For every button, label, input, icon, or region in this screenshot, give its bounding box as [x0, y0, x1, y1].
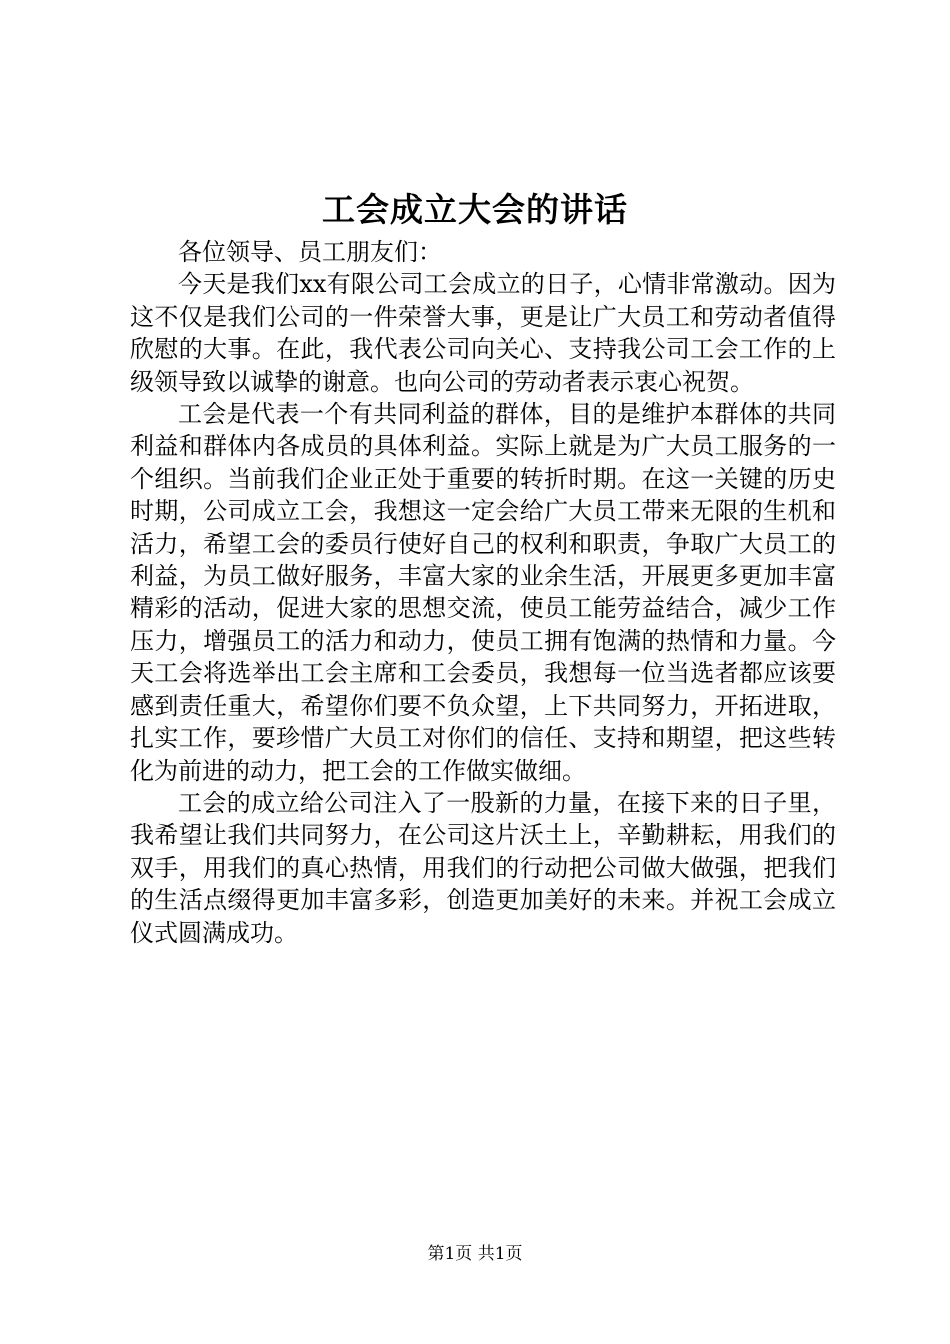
paragraph-2: 工会是代表一个有共同利益的群体，目的是维护本群体的共同利益和群体内各成员的具体利益。实际上就是为广大员工服务的一个组织。当前我们企业正处于重要的转折时期。在这一关键的历史时期，公司成立工会，我想这一定会给广大员工带来无限的生机和活力，希望工会的委员行使好自己的权利和职责，争取广大员工的利益，为员工做好服务，丰富大家的业余生活，开展更多更加丰富精彩的活动，促进大家的思想交流，使员工能劳益结合，减少工作压力，增强员工的活力和动力，使员工拥有饱满的热情和力量。今天工会将选举出工会主席和工会委员，我想每一位当选者都应该要感到责任重大，希望你们要不负众望，上下共同努力，开拓进取，扎实工作，要珍惜广大员工对你们的信任、支持和期望，把这些转化为前进的动力，把工会的工作做实做细。: [130, 400, 836, 785]
paragraph-3: 工会的成立给公司注入了一股新的力量，在接下来的日子里，我希望让我们共同努力，在公司这片沃土上，辛勤耕耘，用我们的双手，用我们的真心热情，用我们的行动把公司做大做强，把我们的生活点缀得更加丰富多彩，创造更加美好的未来。并祝工会成立仪式圆满成功。: [130, 788, 836, 947]
greeting-line: 各位领导、员工朋友们：: [178, 238, 442, 266]
document-body: [130, 236, 836, 949]
page-number-footer: 第1页 共1页: [427, 1244, 523, 1264]
document-title: 工会成立大会的讲话: [322, 190, 628, 229]
paragraph-1: 今天是我们xx有限公司工会成立的日子，心情非常激动。因为这不仅是我们公司的一件荣誉大事，更是让广大员工和劳动者值得欣慰的大事。在此，我代表公司向关心、支持我公司工会工作的上级领导致以诚挚的谢意。也向公司的劳动者表示衷心祝贺。: [130, 270, 836, 396]
